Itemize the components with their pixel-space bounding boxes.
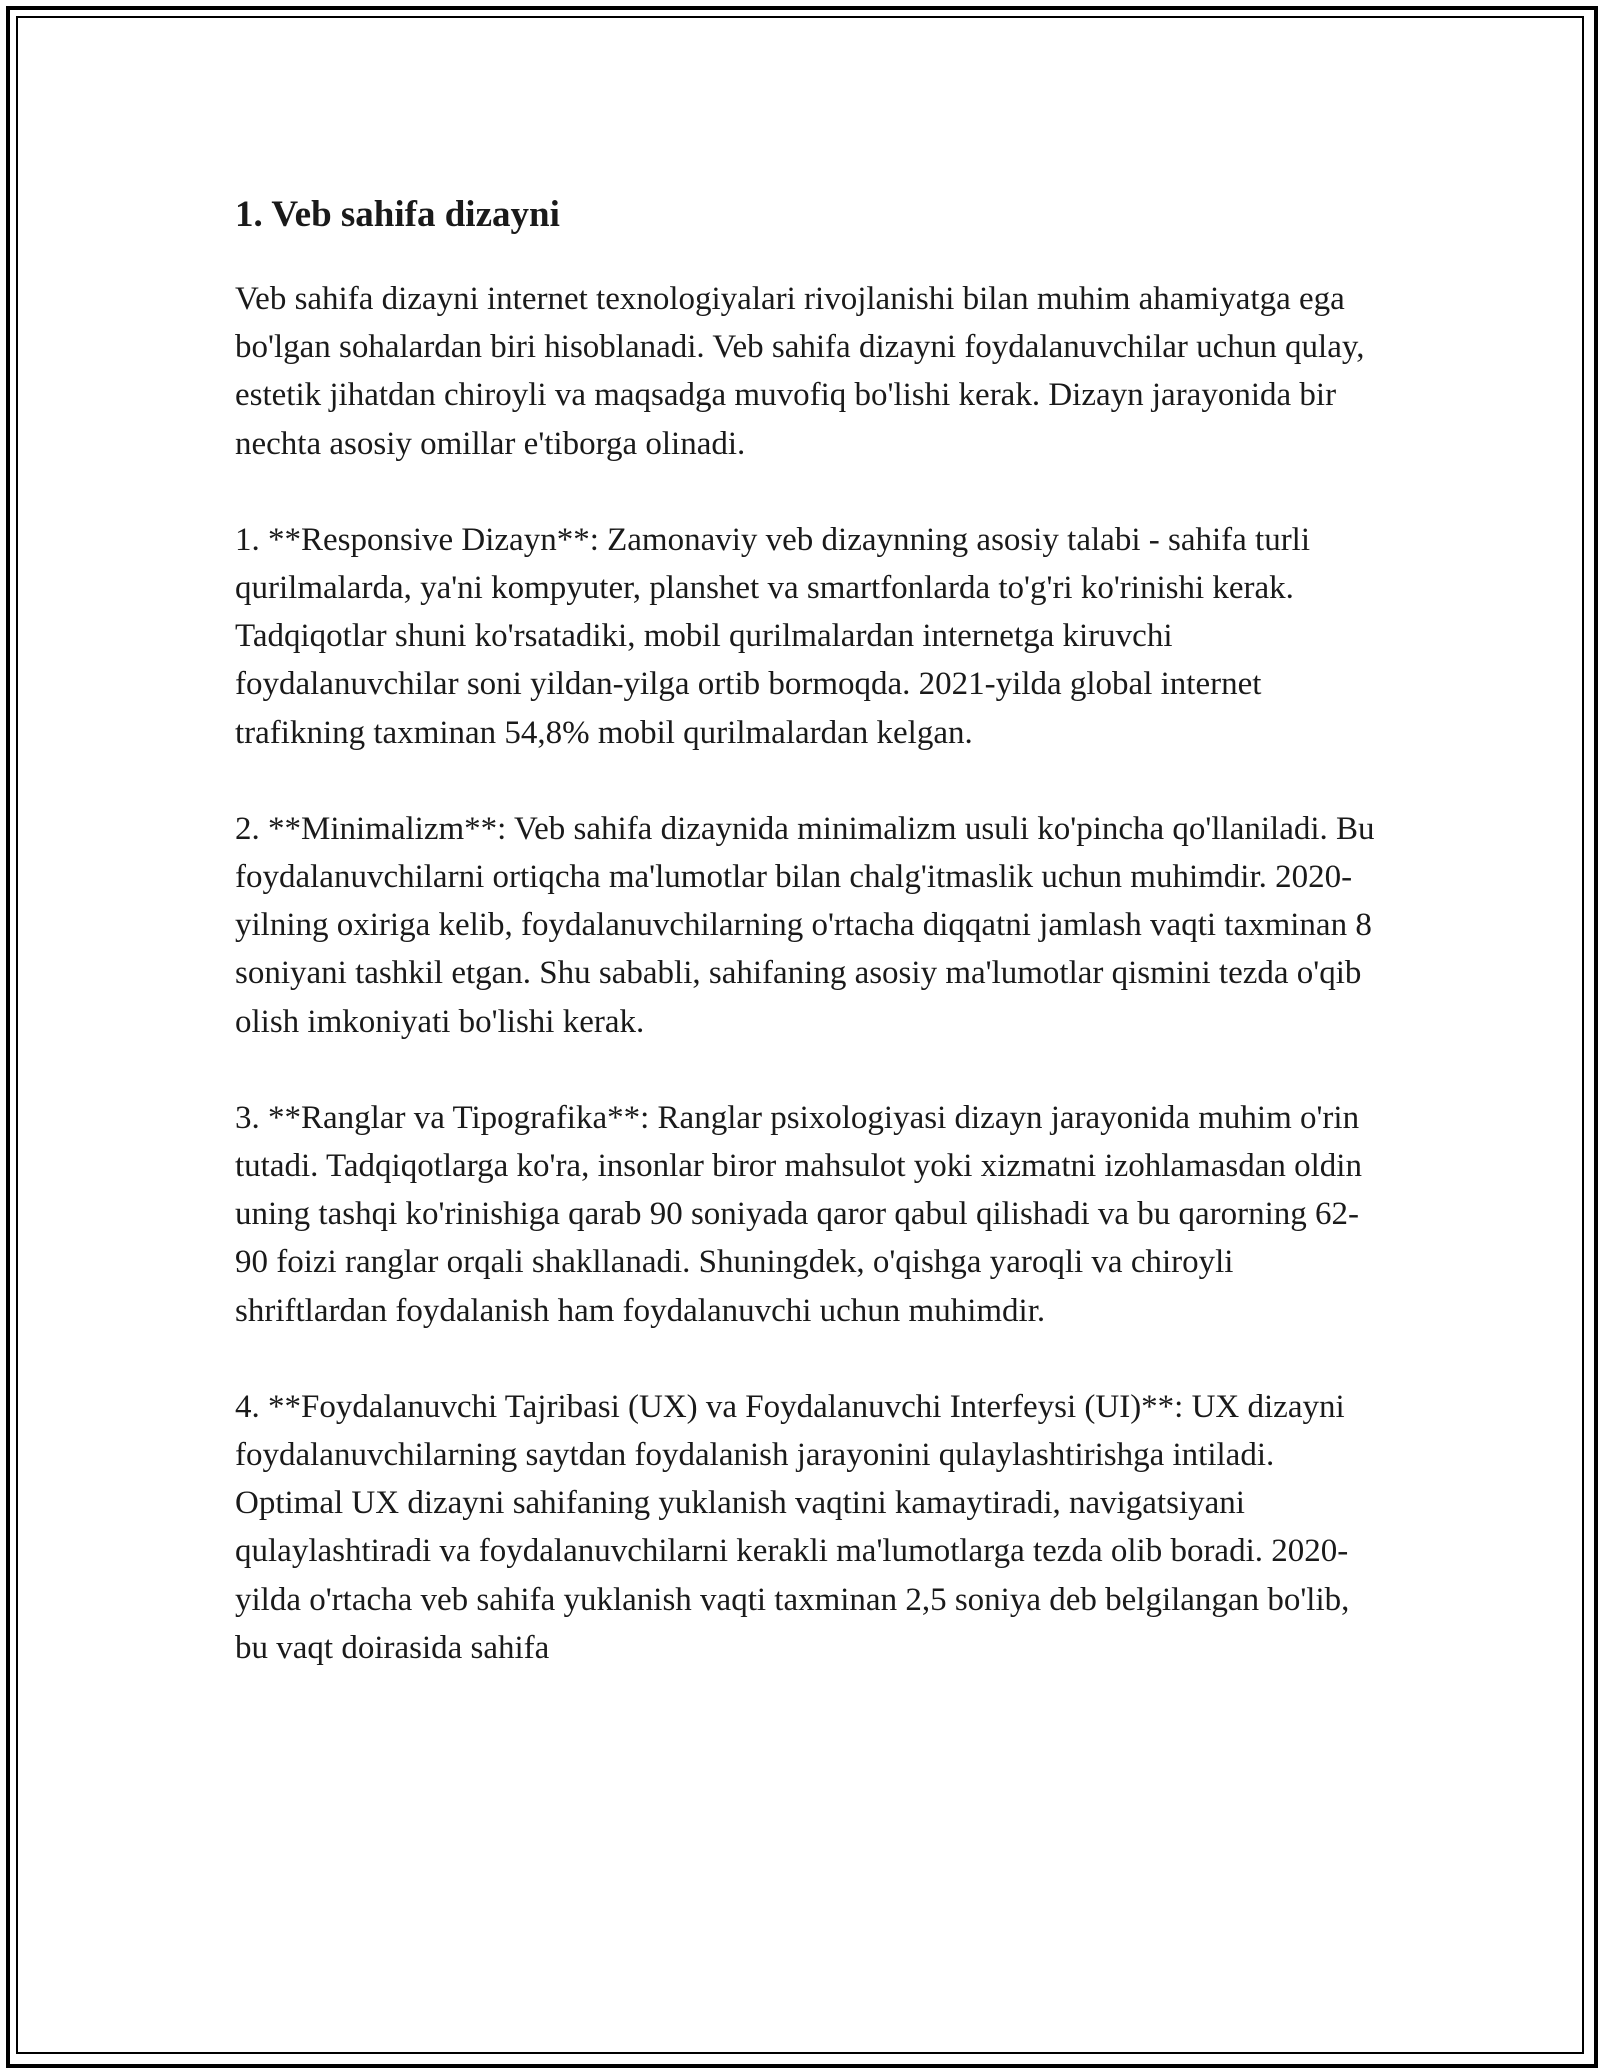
document-title: 1. Veb sahifa dizayni: [235, 194, 560, 235]
paragraph-colors-typography: 3. **Ranglar va Tipografika**: Ranglar psixologiyasi dizayn jarayonida muhim o'rin tutadi. Tadqiqotlarga ko'ra, insonlar biror mahsulot yoki xizmatni izohlamasdan oldin uning tashqi ko'rinishiga qarab 90 soniyada qaror qabul qilishadi va bu qarorning 62-90 foizi ranglar orqali shakllanadi. Shuningdek, o'qishga yaroqli va chiroyli shriftlardan foydalanish ham foydalanuvchi uchun muhimdir.: [235, 1099, 1362, 1329]
document-body: [235, 186, 1385, 1720]
paragraph-minimalism: 2. **Minimalizm**: Veb sahifa dizaynida minimalizm usuli ko'pincha qo'llaniladi. Bu foydalanuvchilarni ortiqcha ma'lumotlar bilan chalg'itmaslik uchun muhimdir. 2020-yilning oxiriga kelib, foydalanuvchilarning o'rtacha diqqatni jamlash vaqti taxminan 8 soniyani tashkil etgan. Shu sababli, sahifaning asosiy ma'lumotlar qismini tezda o'qib olish imkoniyati bo'lishi kerak.: [235, 810, 1375, 1040]
paragraph-responsive-design: 1. **Responsive Dizayn**: Zamonaviy veb dizaynning asosiy talabi - sahifa turli qurilmalarda, ya'ni kompyuter, planshet va smartfonlarda to'g'ri ko'rinishi kerak. Tadqiqotlar shuni ko'rsatadiki, mobil qurilmalardan internetga kiruvchi foydalanuvchilar soni yildan-yilga ortib bormoqda. 2021-yilda global internet trafikning taxminan 54,8% mobil qurilmalardan kelgan.: [235, 521, 1311, 751]
intro-paragraph: Veb sahifa dizayni internet texnologiyalari rivojlanishi bilan muhim ahamiyatga ega bo'lgan sohalardan biri hisoblanadi. Veb sahifa dizayni foydalanuvchilar uchun qulay, estetik jihatdan chiroyli va maqsadga muvofiq bo'lishi kerak. Dizayn jarayonida bir nechta asosiy omillar e'tiborga olinadi.: [235, 281, 1365, 462]
paragraph-ux-ui: 4. **Foydalanuvchi Tajribasi (UX) va Foydalanuvchi Interfeysi (UI)**: UX dizayni foydalanuvchilarning saytdan foydalanish jarayonini qulaylashtirishga intiladi. Optimal UX dizayni sahifaning yuklanish vaqtini kamaytiradi, navigatsiyani qulaylashtiradi va foydalanuvchilarni kerakli ma'lumotlarga tezda olib boradi. 2020-yilda o'rtacha veb sahifa yuklanish vaqti taxminan 2,5 soniya deb belgilangan bo'lib, bu vaqt doirasida sahifa: [235, 1388, 1350, 1666]
